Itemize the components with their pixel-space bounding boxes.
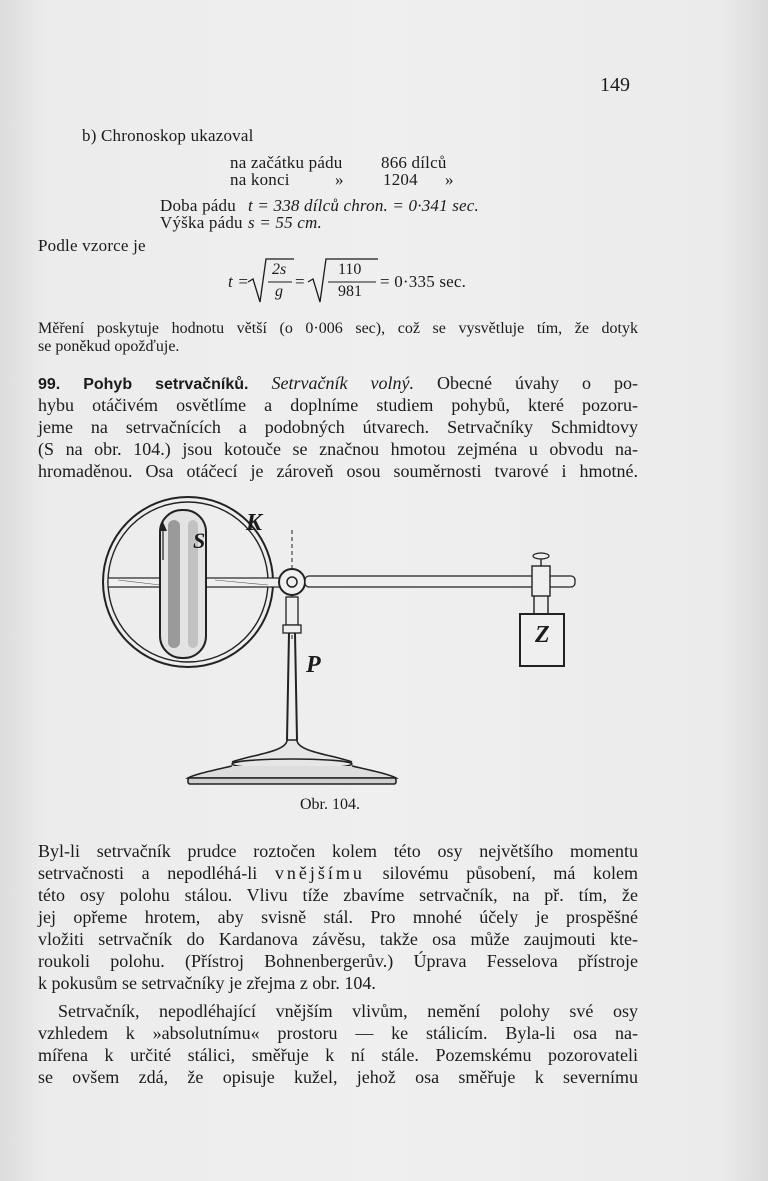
formula-intro: Podle vzorce je bbox=[38, 236, 146, 255]
page-number: 149 bbox=[600, 74, 630, 96]
figure-label-s: S bbox=[193, 528, 206, 553]
figure-label-k: K bbox=[246, 510, 263, 536]
section-line1-rest: Obecné úvahy o po- bbox=[436, 373, 639, 393]
formula-frac2-den: 981 bbox=[338, 283, 362, 300]
chrono-heading: b) Chronoskop ukazoval bbox=[82, 126, 254, 145]
section-99-line-4: (S na obr. 104.) jsou kotouče se značnou hmotou zejména u obvodu na- bbox=[38, 439, 638, 459]
height-label: Výška pádu bbox=[160, 213, 243, 232]
end-ditto: » bbox=[335, 170, 344, 189]
para2-line-7: k pokusům se setrvačníky je zřejma z obr. 104. bbox=[38, 973, 376, 993]
end-value: 1204 bbox=[383, 170, 418, 189]
formula-result: = 0·335 sec. bbox=[380, 272, 467, 291]
duration-formula: t = 338 dílců chron. = 0·341 sec. bbox=[248, 196, 479, 215]
figure-label-p: P bbox=[306, 652, 321, 678]
para2-line-4: jej opřeme hrotem, aby svisně stál. Pro mnohé účely je prospěšné bbox=[38, 907, 638, 927]
formula-frac2-num: 110 bbox=[338, 261, 362, 278]
section-99-line-5: hromaděnou. Osa otáčecí je zároveň osou souměrnosti tvarové i hmotné. bbox=[38, 461, 638, 481]
end-label: na konci bbox=[230, 170, 290, 189]
formula-frac1-num: 2s bbox=[272, 261, 287, 278]
duration-label: Doba pádu bbox=[160, 196, 236, 215]
formula-t: t = bbox=[228, 272, 250, 291]
para3-line-2: vzhledem k »absolutnímu« prostoru — ke stálicím. Byla-li osa na- bbox=[38, 1023, 638, 1043]
formula-frac1-den: g bbox=[275, 283, 283, 300]
section-number: 99. Pohyb setrvačníků. bbox=[38, 376, 249, 393]
para3-line-3: mířena k určité stálici, směřuje k ní stále. Pozemskému pozorovateli bbox=[38, 1045, 638, 1065]
section-title: Setrvačník volný. bbox=[271, 373, 414, 393]
end-unit-ditto: » bbox=[445, 170, 454, 189]
section-99-line-3: jeme na setrvačnících a podobných útvarech. Setrvačníky Schmidtovy bbox=[38, 417, 638, 437]
height-formula: s = 55 cm. bbox=[248, 213, 322, 232]
para3-line-1: Setrvačník, nepodléhající vnějším vlivům, nemění polohy své osy bbox=[58, 1001, 638, 1021]
measurement-line-1: Měření poskytuje hodnotu větší (o 0·006 sec), což se vysvětluje tím, že dotyk bbox=[38, 320, 638, 337]
para2-line-3: této osy polohu stálou. Vlivu tíže zbavíme setrvačník, na př. tím, že bbox=[38, 885, 638, 905]
para2-line-5: vložiti setrvačník do Kardanova závěsu, takže osa může zaujmouti kte- bbox=[38, 929, 638, 949]
section-99-line-2: hybu otáčivém osvětlíme a doplníme studiem pohybů, které pozoru- bbox=[38, 395, 638, 415]
formula-eq: = bbox=[295, 272, 305, 291]
figure-label-z: Z bbox=[535, 622, 550, 648]
para2-line2-b: silovému působení, má kolem bbox=[382, 863, 638, 883]
para2-line-6: roukoli polohu. (Přístroj Bohnenbergerův.) Úprava Fesselova přístroje bbox=[38, 951, 638, 971]
para2-line2-spaced: vnějšímu bbox=[274, 863, 365, 883]
start-value: 866 dílců bbox=[381, 153, 447, 172]
para3-line-4: se ovšem zdá, že opisuje kužel, jehož osa směřuje k severnímu bbox=[38, 1067, 638, 1087]
start-label: na začátku pádu bbox=[230, 153, 343, 172]
figure-caption: Obr. 104. bbox=[300, 796, 360, 813]
para2-line-2 bbox=[38, 862, 638, 884]
para2-line-1: Byl-li setrvačník prudce roztočen kolem této osy největšího momentu bbox=[38, 841, 638, 861]
para2-line2-a: setrvačnosti a nepodléhá-li bbox=[38, 863, 258, 883]
measurement-line-2: se poněkud opožďuje. bbox=[38, 338, 180, 355]
